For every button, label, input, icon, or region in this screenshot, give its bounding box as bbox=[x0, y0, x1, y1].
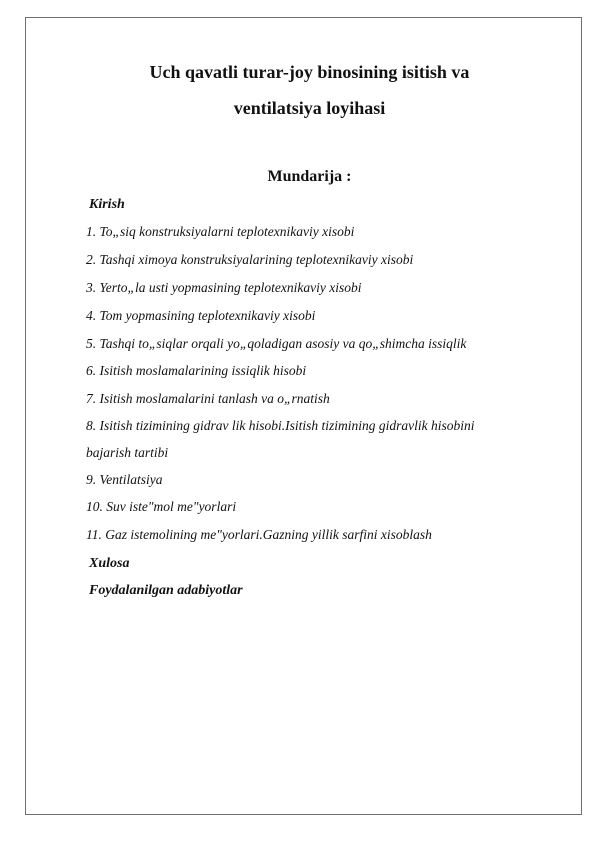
toc-item-11: 11. Gaz istemolining me"yorlari.Gazning yillik sarfini xisoblash bbox=[86, 527, 432, 542]
toc-item-references: Foydalanilgan adabiyotlar bbox=[89, 583, 243, 598]
toc-item-3: 3. Yerto„la usti yopmasining teplotexnikaviy xisobi bbox=[86, 280, 362, 295]
toc-item-8: 8. Isitish tizimining gidrav lik hisobi.Isitish tizimining gidravlik hisobini bbox=[86, 418, 475, 433]
toc-item-9: 9. Ventilatsiya bbox=[86, 472, 163, 487]
toc-item-conclusion: Xulosa bbox=[89, 556, 130, 571]
toc-item-7: 7. Isitish moslamalarini tanlash va o„rnatish bbox=[86, 391, 330, 406]
toc-item-1: 1. To„siq konstruksiyalarni teplotexnikaviy xisobi bbox=[86, 224, 355, 239]
toc-item-5: 5. Tashqi to„siqlar orqali yo„qoladigan asosiy va qo„shimcha issiqlik bbox=[86, 336, 467, 351]
toc-item-8-continued: bajarish tartibi bbox=[86, 445, 169, 460]
document-title-line-1: Uch qavatli turar-joy binosining isitish va bbox=[149, 62, 470, 82]
toc-item-4: 4. Tom yopmasining teplotexnikaviy xisobi bbox=[86, 308, 316, 323]
toc-item-10: 10. Suv iste"mol me"yorlari bbox=[86, 499, 237, 514]
toc-item-intro: Kirish bbox=[89, 197, 125, 212]
toc-item-2: 2. Tashqi ximoya konstruksiyalarining teplotexnikaviy xisobi bbox=[86, 252, 414, 267]
toc-heading: Mundarija : bbox=[267, 168, 352, 185]
document-title-line-2: ventilatsiya loyihasi bbox=[233, 98, 386, 118]
page-frame bbox=[25, 17, 582, 815]
toc-item-6: 6. Isitish moslamalarining issiqlik hisobi bbox=[86, 363, 307, 378]
